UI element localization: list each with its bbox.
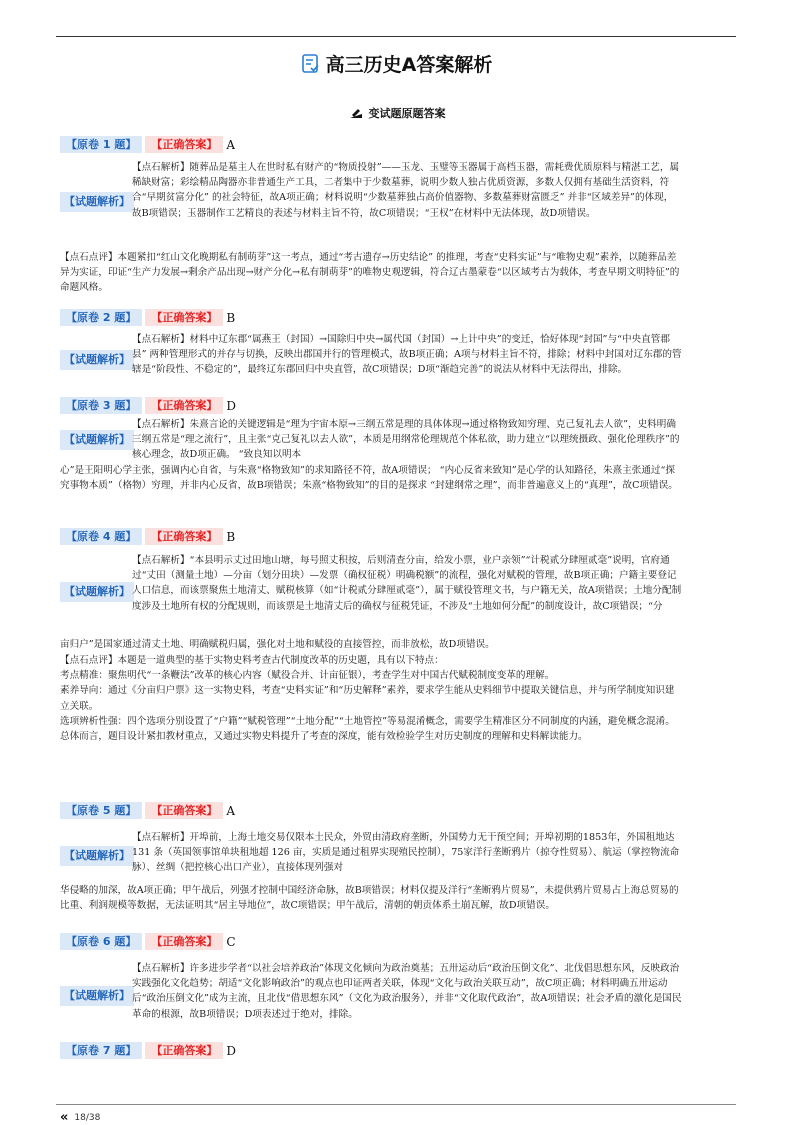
analysis-text: 【点石解析】随葬品是墓主人在世时私有财产的“物质投射”——玉龙、玉璧等玉器属于高档玉器，需耗费优质原料与精湛工艺，属稀缺财富；彩绘精品陶器亦非普通生产工具，二者集中于少数墓葬，说明少数人独占优质资源，多数人仅拥有基础生活资料，符合“早期贫富分化” 的社会特征，故A项正确；材料说明“少数墓葬独占高价值器物、多数墓葬财富匮乏” 并非“区域差异”的体现，故B项错误；玉器制作工艺精良的表述与材料主旨不符，故C项错误；“王权”在材料中无法体现，故D项错误。 [132,162,680,219]
document-check-icon [302,54,320,74]
comment-line: 考点精准：聚焦明代“一条鞭法”改革的核心内容（赋役合并、计亩征银），考查学生对中国古代赋税制度变革的理解。 [60,670,555,682]
answer-label: 【正确答案】 [145,528,223,545]
answer-value: B [226,310,236,325]
question-label: 【原卷 6 题】 [60,933,142,950]
analysis-label: 【试题解析】 [60,846,134,866]
analysis-text-continued: 华侵略的加深，故A项正确；甲午战后，列强才控制中国经济命脉，故B项错误；材料仅提及洋行“垄断鸦片贸易”，未提供鸦片贸易占上海总贸易的比重、利润规模等数据，无法证明其“居主导地位”，故C项错误；甲午战后，清朝的朝贡体系土崩瓦解，故D项错误。 [60,885,679,912]
page-number: 18/38 [74,1112,101,1123]
analysis-label: 【试题解析】 [60,430,134,450]
comment-line: 【点石点评】本题是一道典型的基于实物史料考查古代制度改革的历史题，具有以下特点： [60,655,444,666]
analysis-text: 【点石解析】材料中辽东郡“属燕王（封国）→国除归中央→属代国（封国）→上计中央”的变迁，恰好体现“封国”与“中央直管郡县” 两种管理形式的并存与切换，反映出郡国并行的管理模式，故B项正确；A项与材料主旨不符，排除；材料中封国对辽东郡的管辖是“阶段性、不稳定的”，最终辽东郡回归中央直管，故C项错误；D项“渐趋完善”的说法从材料中无法得出，排除。 [132,334,682,376]
answer-value: B [226,529,236,544]
double-chevron-left-icon: « [60,1110,69,1125]
question-6-header [60,933,236,950]
analysis-label: 【试题解析】 [60,986,134,1006]
title-row [0,50,794,78]
question-4-header [60,528,235,545]
edit-pencil-icon [349,107,363,119]
analysis-label: 【试题解析】 [60,350,134,370]
question-1-header [60,136,235,153]
analysis-text-continued: 心”是王阳明心学主张，强调内心自省，与朱熹“格物致知”的求知路径不符，故A项错误； “内心反省来致知”是心学的认知路径，朱熹主张通过“探究事物本质”（格物）穷理，并非内心反省，故B项错误；朱熹“格物致知”的目的是探求 “封建纲常之理”，而非普遍意义上的“真理”，故C项错误。 [60,465,678,492]
question-7-header [60,1042,236,1059]
question-2-header [60,309,235,326]
doc-title [302,50,493,77]
analysis-text-continued: 亩归户”是国家通过清丈土地、明确赋税归属，强化对土地和赋役的直接管控，而非放松，故D项错误。 [60,639,495,650]
section-row [0,104,794,123]
question-label: 【原卷 5 题】 [60,802,142,819]
comment-line: 总体而言，题目设计紧扣教材重点，又通过实物史料提升了考查的深度，能有效检验学生对历史制度的理解和史料解读能力。 [60,731,588,743]
answer-value: D [226,1043,236,1058]
answer-value: A [226,137,235,152]
analysis-label: 【试题解析】 [60,192,134,212]
analysis-text: 【点石解析】开埠前，上海土地交易仅限本土民众，外贸由清政府垄断，外国势力无干预空间；开埠初期的1853年，外国租地达 131 条（英国领事馆单块租地超 126 亩，实质是通过租界实现殖民控制），75家洋行垄断鸦片（掠夺性贸易）、航运（掌控物流命脉）、丝绸（把控核心出口产业），直接体现列强对 [132,832,680,874]
analysis-label: 【试题解析】 [60,582,134,602]
analysis-text: 【点石解析】朱熹言论的关键逻辑是“理为宇宙本原→三纲五常是理的具体体现→通过格物致知穷理、克己复礼去人欲”，史料明确三纲五常是“理之流行”，且主张“克己复礼以去人欲”，本质是用纲常伦理规范个体私欲，助力建立“以理统摄政、强化伦理秩序”的核心理念，故D项正确。 “致良知以明本 [132,419,680,461]
top-rule [56,36,736,37]
footer-rule [56,1104,736,1105]
answer-label: 【正确答案】 [145,933,223,950]
doc-title-text: 高三历史A答案解析 [325,54,493,76]
comment-line: 素养导向：通过《分亩归户票》这一实物史料，考查“史料实证”和“历史解释”素养，要求学生能从史料细节中提取关键信息，并与所学制度知识建立关联。 [60,685,675,712]
question-label: 【原卷 4 题】 [60,528,142,545]
answer-value: A [226,803,235,818]
answer-label: 【正确答案】 [145,397,223,414]
answer-value: D [226,398,236,413]
analysis-text: 【点石解析】许多进步学者“以社会培养政治”体现文化倾向为政治奠基；五卅运动后“政治压倒文化”、北伐倡思想东风，反映政治实践强化文化趋势；胡适“文化影响政治”的观点也印证两者关联，体现“文化与政治关联互动”，故C项正确；材料明确五卅运动后“政治压倒文化”成为主流，且北伐“借思想东风”（文化为政治服务），并非“文化取代政治”，故A项错误；社会矛盾的激化是国民革命的根源，故B项错误；D项表述过于绝对，排除。 [132,963,682,1020]
question-label: 【原卷 7 题】 [60,1042,142,1059]
section-title [349,105,446,121]
analysis-text: 【点石解析】“本县明示丈过田地山塘，每号照丈积按，后则清查分亩，给发小票，业户亲领”“计税贰分肆厘贰毫”说明，官府通过“丈田（测量土地）—分亩（划分田块）—发票（确权征税）明确税额”的流程，强化对赋税的管理，故B项正确；户籍主要登记人口信息，而该票聚焦土地清丈、赋税核算（如“计税贰分肆厘贰毫”），属于赋役管理文书，与户籍无关，故A项错误；土地分配制度涉及土地所有权的分配规则，而该票是土地清丈后的确权与征税凭证，不涉及“土地如何分配”的制度设计，故C项错误；“分 [132,555,682,612]
answer-value: C [226,934,236,949]
answer-label: 【正确答案】 [145,802,223,819]
question-label: 【原卷 2 题】 [60,309,142,326]
question-label: 【原卷 3 题】 [60,397,142,414]
comment-text: 【点石点评】本题紧扣“红山文化晚期私有制萌芽”这一考点，通过“考古遗存→历史结论” 的推理，考查“史料实证”与“唯物史观”素养，以随葬品差异为实证，印证“生产力发展→剩余产品出现→财产分化→私有制萌芽”的唯物史观逻辑，符合辽古墨蒙卷“以区域考古为载体，考查早期文明特征”的命题风格。 [60,252,680,294]
comment-line: 选项辨析性强：四个选项分别设置了“户籍”“赋税管理”“土地分配”“土地管控”等易混淆概念，需要学生精准区分不同制度的内涵，避免概念混淆。 [60,715,675,727]
section-title-text: 变试题原题答案 [368,107,446,120]
answer-label: 【正确答案】 [145,309,223,326]
question-5-header [60,802,235,819]
answer-label: 【正确答案】 [145,1042,223,1059]
comment-text [60,653,684,744]
question-label: 【原卷 1 题】 [60,136,142,153]
answer-label: 【正确答案】 [145,136,223,153]
question-3-header [60,397,236,414]
